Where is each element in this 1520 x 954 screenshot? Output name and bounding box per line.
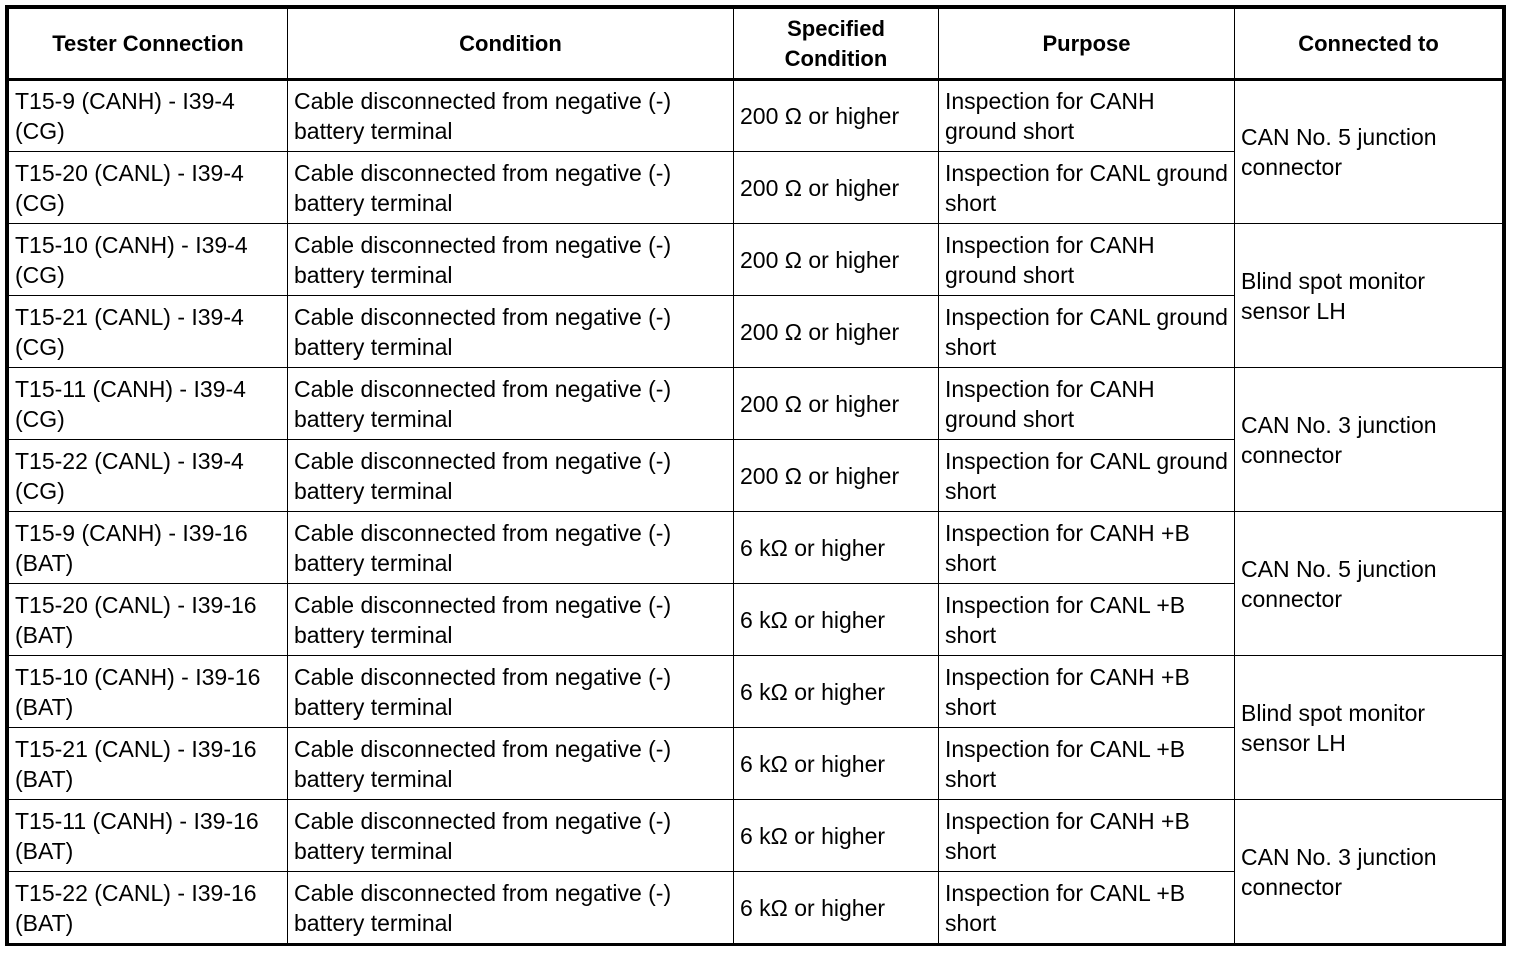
cell-specified-condition: 200 Ω or higher xyxy=(734,224,939,296)
cell-specified-condition: 200 Ω or higher xyxy=(734,152,939,224)
cell-condition: Cable disconnected from negative (-) battery terminal xyxy=(288,80,734,152)
cell-tester-connection: T15-11 (CANH) - I39-4 (CG) xyxy=(9,368,288,440)
cell-purpose: Inspection for CANL ground short xyxy=(939,440,1235,512)
header-purpose: Purpose xyxy=(939,9,1235,80)
cell-tester-connection: T15-9 (CANH) - I39-4 (CG) xyxy=(9,80,288,152)
cell-condition: Cable disconnected from negative (-) battery terminal xyxy=(288,368,734,440)
cell-purpose: Inspection for CANH +B short xyxy=(939,512,1235,584)
cell-condition: Cable disconnected from negative (-) battery terminal xyxy=(288,152,734,224)
cell-specified-condition: 200 Ω or higher xyxy=(734,80,939,152)
cell-tester-connection: T15-11 (CANH) - I39-16 (BAT) xyxy=(9,800,288,872)
table-row xyxy=(9,512,1503,584)
cell-specified-condition: 6 kΩ or higher xyxy=(734,584,939,656)
cell-purpose: Inspection for CANH +B short xyxy=(939,800,1235,872)
cell-purpose: Inspection for CANL +B short xyxy=(939,872,1235,944)
cell-purpose: Inspection for CANH +B short xyxy=(939,656,1235,728)
cell-condition: Cable disconnected from negative (-) battery terminal xyxy=(288,512,734,584)
cell-purpose: Inspection for CANL ground short xyxy=(939,296,1235,368)
cell-connected-to: CAN No. 5 junction connector xyxy=(1235,80,1503,224)
cell-condition: Cable disconnected from negative (-) battery terminal xyxy=(288,728,734,800)
cell-condition: Cable disconnected from negative (-) battery terminal xyxy=(288,584,734,656)
cell-condition: Cable disconnected from negative (-) battery terminal xyxy=(288,440,734,512)
header-connected-to: Connected to xyxy=(1235,9,1503,80)
cell-purpose: Inspection for CANH ground short xyxy=(939,224,1235,296)
cell-specified-condition: 6 kΩ or higher xyxy=(734,728,939,800)
cell-connected-to: Blind spot monitor sensor LH xyxy=(1235,224,1503,368)
table-row xyxy=(9,656,1503,728)
inspection-table xyxy=(8,8,1503,944)
cell-connected-to: CAN No. 3 junction connector xyxy=(1235,368,1503,512)
cell-tester-connection: T15-22 (CANL) - I39-4 (CG) xyxy=(9,440,288,512)
cell-specified-condition: 200 Ω or higher xyxy=(734,440,939,512)
header-condition: Condition xyxy=(288,9,734,80)
cell-connected-to: CAN No. 3 junction connector xyxy=(1235,800,1503,944)
table-header-row xyxy=(9,9,1503,80)
table-row xyxy=(9,80,1503,152)
cell-condition: Cable disconnected from negative (-) battery terminal xyxy=(288,656,734,728)
cell-condition: Cable disconnected from negative (-) battery terminal xyxy=(288,224,734,296)
table-row xyxy=(9,224,1503,296)
cell-tester-connection: T15-21 (CANL) - I39-16 (BAT) xyxy=(9,728,288,800)
cell-specified-condition: 200 Ω or higher xyxy=(734,368,939,440)
cell-tester-connection: T15-9 (CANH) - I39-16 (BAT) xyxy=(9,512,288,584)
cell-tester-connection: T15-21 (CANL) - I39-4 (CG) xyxy=(9,296,288,368)
cell-tester-connection: T15-10 (CANH) - I39-16 (BAT) xyxy=(9,656,288,728)
table-row xyxy=(9,800,1503,872)
cell-condition: Cable disconnected from negative (-) battery terminal xyxy=(288,296,734,368)
cell-tester-connection: T15-20 (CANL) - I39-16 (BAT) xyxy=(9,584,288,656)
cell-tester-connection: T15-20 (CANL) - I39-4 (CG) xyxy=(9,152,288,224)
inspection-table-frame xyxy=(5,5,1506,946)
cell-condition: Cable disconnected from negative (-) battery terminal xyxy=(288,872,734,944)
cell-purpose: Inspection for CANH ground short xyxy=(939,80,1235,152)
cell-specified-condition: 6 kΩ or higher xyxy=(734,512,939,584)
cell-specified-condition: 6 kΩ or higher xyxy=(734,656,939,728)
table-row xyxy=(9,368,1503,440)
cell-tester-connection: T15-22 (CANL) - I39-16 (BAT) xyxy=(9,872,288,944)
cell-purpose: Inspection for CANL +B short xyxy=(939,728,1235,800)
cell-purpose: Inspection for CANL +B short xyxy=(939,584,1235,656)
header-tester-connection: Tester Connection xyxy=(9,9,288,80)
cell-specified-condition: 6 kΩ or higher xyxy=(734,800,939,872)
cell-condition: Cable disconnected from negative (-) battery terminal xyxy=(288,800,734,872)
header-specified-condition: Specified Condition xyxy=(734,9,939,80)
cell-specified-condition: 6 kΩ or higher xyxy=(734,872,939,944)
cell-connected-to: Blind spot monitor sensor LH xyxy=(1235,656,1503,800)
cell-specified-condition: 200 Ω or higher xyxy=(734,296,939,368)
cell-purpose: Inspection for CANL ground short xyxy=(939,152,1235,224)
cell-tester-connection: T15-10 (CANH) - I39-4 (CG) xyxy=(9,224,288,296)
cell-purpose: Inspection for CANH ground short xyxy=(939,368,1235,440)
cell-connected-to: CAN No. 5 junction connector xyxy=(1235,512,1503,656)
